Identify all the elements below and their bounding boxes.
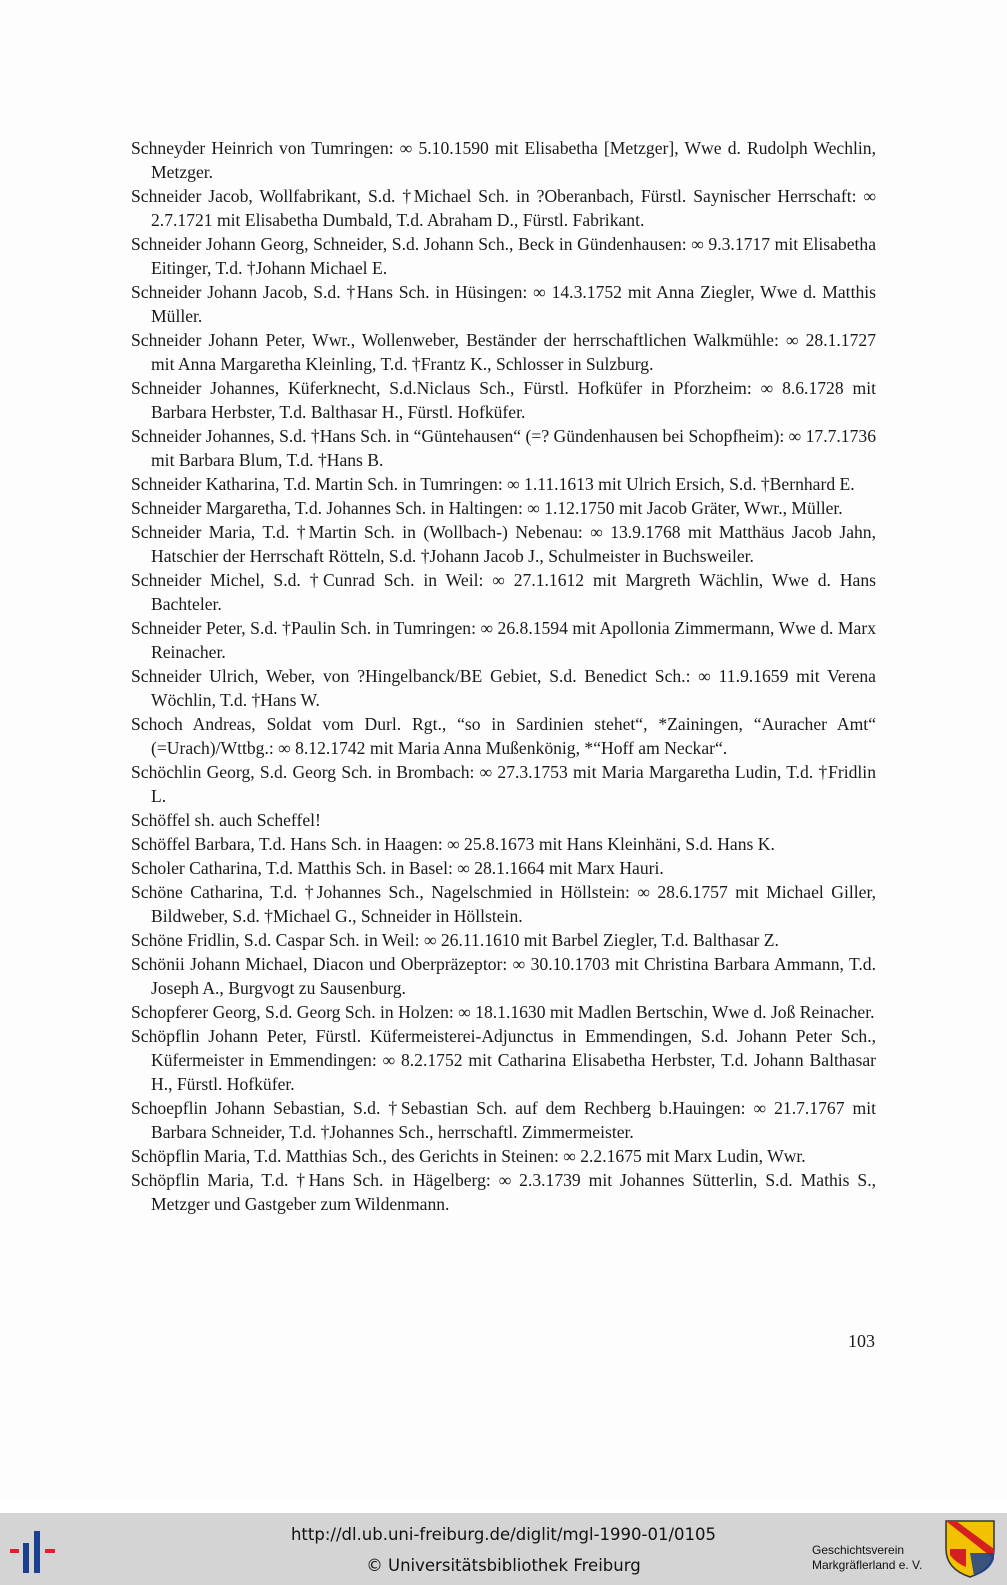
register-entry: Schneyder Heinrich von Tumringen: ∞ 5.10.1590 mit Elisabetha [Metzger], Wwe d. Rudolph Wechlin, Metzger. bbox=[131, 138, 876, 182]
register-entry: Schneider Johann Peter, Wwr., Wollenweber, Beständer der herrschaftlichen Walkmühle: ∞ 28.1.1727 mit Anna Margaretha Kleinling, T.d. †Frantz K., Schlosser in Sulzburg. bbox=[131, 330, 876, 374]
source-url-link[interactable]: http://dl.ub.uni-freiburg.de/diglit/mgl-1990-01/0105 bbox=[290, 1525, 717, 1544]
register-entry: Schöne Catharina, T.d. †Johannes Sch., Nagelschmied in Höllstein: ∞ 28.6.1757 mit Michael Giller, Bildweber, S.d. †Michael G., Schneider in Höllstein. bbox=[131, 882, 876, 926]
register-entry: Schöffel Barbara, T.d. Hans Sch. in Haagen: ∞ 25.8.1673 mit Hans Kleinhäni, S.d. Hans K. bbox=[131, 834, 775, 854]
society-name-line1: Geschichtsverein bbox=[812, 1543, 905, 1557]
register-entry: Schöchlin Georg, S.d. Georg Sch. in Brombach: ∞ 27.3.1753 mit Maria Margaretha Ludin, T.d. †Fridlin L. bbox=[131, 762, 876, 806]
register-entry: Schneider Margaretha, T.d. Johannes Sch. in Haltingen: ∞ 1.12.1750 mit Jacob Gräter, Wwr., Müller. bbox=[131, 498, 843, 518]
register-entry: Schöne Fridlin, S.d. Caspar Sch. in Weil: ∞ 26.11.1610 mit Barbel Ziegler, T.d. Balthasar Z. bbox=[131, 930, 779, 950]
register-entry: Schneider Michel, S.d. †Cunrad Sch. in Weil: ∞ 27.1.1612 mit Margreth Wächlin, Wwe d. Hans Bachteler. bbox=[131, 570, 876, 614]
register-entry: Schoepflin Johann Sebastian, S.d. †Sebastian Sch. auf dem Rechberg b.Hauingen: ∞ 21.7.1767 mit Barbara Schneider, T.d. †Johannes Sch., herrschaftl. Zimmermeister. bbox=[131, 1098, 876, 1142]
footer-bar bbox=[0, 1513, 1007, 1585]
register-entry: Schneider Johannes, S.d. †Hans Sch. in “Güntehausen“ (=? Gündenhausen bei Schopfheim): ∞ 17.7.1736 mit Barbara Blum, T.d. †Hans B. bbox=[131, 426, 876, 470]
register-entry: Schopferer Georg, S.d. Georg Sch. in Holzen: ∞ 18.1.1630 mit Madlen Bertschin, Wwe d. Joß Reinacher. bbox=[131, 1002, 875, 1022]
society-name bbox=[812, 1543, 922, 1573]
register-entry: Schneider Katharina, T.d. Martin Sch. in Tumringen: ∞ 1.11.1613 mit Ulrich Ersich, S.d. †Bernhard E. bbox=[131, 474, 855, 494]
register-entry: Schneider Maria, T.d. †Martin Sch. in (Wollbach-) Nebenau: ∞ 13.9.1768 mit Matthäus Jacob Jahn, Hatschier der Herrschaft Rötteln, S.d. †Johann Jacob J., Schulmeister in Buchsweiler. bbox=[131, 522, 876, 566]
register-entry: Schneider Ulrich, Weber, von ?Hingelbanck/BE Gebiet, S.d. Benedict Sch.: ∞ 11.9.1659 mit Verena Wöchlin, T.d. †Hans W. bbox=[131, 666, 876, 710]
register-entry: Schöpflin Maria, T.d. Matthias Sch., des Gerichts in Steinen: ∞ 2.2.1675 mit Marx Ludin, Wwr. bbox=[131, 1146, 806, 1166]
coat-of-arms-icon[interactable] bbox=[944, 1519, 996, 1579]
copyright-notice: © Universitätsbibliothek Freiburg bbox=[366, 1556, 641, 1575]
register-entry: Schneider Johann Georg, Schneider, S.d. Johann Sch., Beck in Gündenhausen: ∞ 9.3.1717 mit Elisabetha Eitinger, T.d. †Johann Michael E. bbox=[131, 234, 876, 278]
society-name-line2: Markgräflerland e. V. bbox=[812, 1558, 923, 1572]
register-entry: Schöpflin Maria, T.d. †Hans Sch. in Hägelberg: ∞ 2.3.1739 mit Johannes Sütterlin, S.d. Mathis S., Metzger und Gastgeber zum Wildenmann. bbox=[131, 1170, 876, 1214]
register-entry: Schneider Johann Jacob, S.d. †Hans Sch. in Hüsingen: ∞ 14.3.1752 mit Anna Ziegler, Wwe d. Matthis Müller. bbox=[131, 282, 876, 326]
register-entry: Schneider Johannes, Küferknecht, S.d.Niclaus Sch., Fürstl. Hofküfer in Pforzheim: ∞ 8.6.1728 mit Barbara Herbster, T.d. Balthasar H., Fürstl. Hofküfer. bbox=[131, 378, 876, 422]
register-entry: Schneider Peter, S.d. †Paulin Sch. in Tumringen: ∞ 26.8.1594 mit Apollonia Zimmermann, Wwe d. Marx Reinacher. bbox=[131, 618, 876, 662]
page-number: 103 bbox=[848, 1331, 875, 1351]
register-entry: Schneider Jacob, Wollfabrikant, S.d. †Michael Sch. in ?Oberanbach, Fürstl. Saynischer Herrschaft: ∞ 2.7.1721 mit Elisabetha Dumbald, T.d. Abraham D., Fürstl. Fabrikant. bbox=[131, 186, 876, 230]
register-entry: Schönii Johann Michael, Diacon und Oberpräzeptor: ∞ 30.10.1703 mit Christina Barbara Ammann, T.d. Joseph A., Burgvogt zu Sausenburg. bbox=[131, 954, 876, 998]
register-entry: Scholer Catharina, T.d. Matthis Sch. in Basel: ∞ 28.1.1664 mit Marx Hauri. bbox=[131, 858, 664, 878]
register-entry: Schöffel sh. auch Scheffel! bbox=[131, 810, 321, 830]
register-entries bbox=[131, 136, 876, 1216]
register-entry: Schoch Andreas, Soldat vom Durl. Rgt., “so in Sardinien stehet“, *Zainingen, “Auracher Amt“ (=Urach)/Wttbg.: ∞ 8.12.1742 mit Maria Anna Mußenkönig, *“Hoff am Neckar“. bbox=[131, 714, 876, 758]
register-entry: Schöpflin Johann Peter, Fürstl. Küfermeisterei-Adjunctus in Emmendingen, S.d. Johann Peter Sch., Küfermeister in Emmendingen: ∞ 8.2.1752 mit Catharina Elisabetha Herbster, T.d. Johann Balthasar H., Fürstl. Hofküfer. bbox=[131, 1026, 876, 1094]
